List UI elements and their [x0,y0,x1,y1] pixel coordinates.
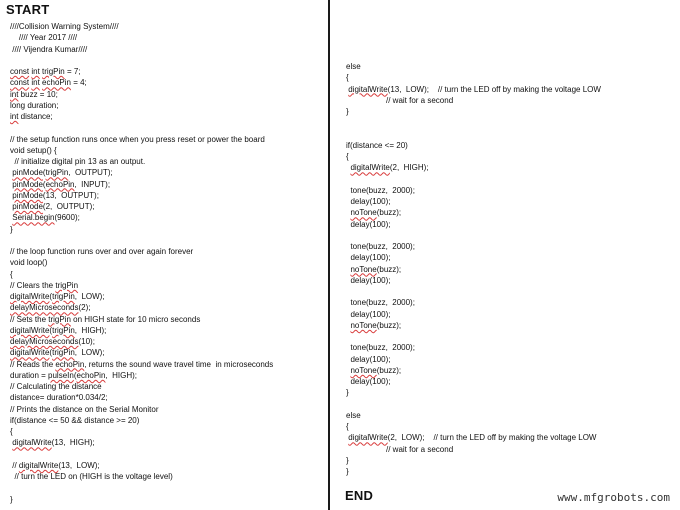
spellcheck-word: const [10,78,30,88]
code-text: if(distance <= 20) [346,140,408,150]
code-text: (2); [78,303,91,313]
column-divider [328,0,330,510]
spellcheck-word: digitalWrite [350,163,390,173]
spellcheck-word: echoPin [45,179,75,189]
spellcheck-word: noTone [350,264,377,274]
code-text: (2, HIGH); [389,163,429,173]
code-text: // Reads the [10,359,56,369]
code-line [10,415,322,426]
code-line [10,370,322,381]
spellcheck-word: pinMode [12,202,43,211]
code-text: (13, LOW); // turn the LED off by making the voltage LOW [387,84,601,94]
code-line [346,421,672,432]
code-text: ( [49,292,53,301]
code-text: tone(buzz, 2000); [346,343,415,353]
spellcheck-word: pinMode [12,168,43,178]
code-text: duration = [10,370,49,380]
code-text: (13, HIGH); [51,438,95,448]
code-line [10,269,322,280]
start-heading: START [6,2,50,17]
code-text: buzz = 10; [18,89,58,99]
code-text: // Calculating the distance [10,382,102,391]
left-code-column [10,21,322,505]
code-text: (buzz); [376,365,402,375]
code-text: (2, OUTPUT); [42,202,95,211]
code-text: (buzz); [376,320,402,330]
code-line [346,444,672,455]
code-text: // Prints the distance on the Serial Monitor [10,404,159,414]
spellcheck-word: int [31,67,40,76]
code-text: ( [49,348,53,358]
code-line [10,494,322,505]
code-line [10,404,322,415]
spellcheck-word: trigPin [52,325,75,335]
blank-line [10,449,322,460]
code-line [10,325,322,336]
code-line [10,21,322,32]
code-text: = 7; [64,67,81,76]
blank-line [346,399,672,410]
spellcheck-word: digitalWrite [12,438,52,448]
code-text: // Sets the [10,314,49,324]
blank-line [10,235,322,246]
code-line [10,32,322,43]
right-code-column [346,61,672,477]
code-line [10,77,322,88]
code-text: , returns the sound wave travel time in microseconds [84,359,274,369]
code-text: delay(100); [346,197,391,206]
code-line [346,410,672,421]
code-line [346,151,672,162]
spellcheck-word: digitalWrite [10,325,50,335]
spellcheck-word: trigPin [48,314,71,324]
code-line [10,336,322,347]
code-line [346,376,672,387]
code-line [10,134,322,145]
code-line [346,320,672,331]
spellcheck-word: trigPin [52,348,75,358]
code-text: { [10,427,13,436]
blank-line [10,482,322,493]
spellcheck-word: int [10,112,19,121]
code-text: long duration; [10,100,59,110]
code-text: } [10,224,13,234]
spellcheck-word: pinMode [12,190,43,200]
code-text: // Clears the [10,280,56,290]
code-text: ( [42,168,46,178]
code-line [10,359,322,370]
code-line [10,302,322,313]
code-line [10,100,322,111]
code-text: ( [42,179,46,189]
spellcheck-word: digitalWrite [10,292,50,301]
code-text: //// Year 2017 //// [10,33,78,43]
code-text: , INPUT); [74,179,111,189]
code-line [346,72,672,83]
code-text: (2, LOW); // turn the LED off by making the voltage LOW [387,433,597,443]
code-line [346,61,672,72]
code-line [346,387,672,398]
code-line [10,347,322,358]
code-text: ////Collision Warning System//// [10,22,119,31]
code-line [10,167,322,178]
code-text: , LOW); [74,292,105,301]
blank-line [346,129,672,140]
spellcheck-word: noTone [350,365,377,375]
code-text: } [346,455,349,465]
code-text: = 4; [70,78,87,88]
code-line [346,185,672,196]
code-line [346,196,672,207]
code-text: void loop() [10,258,48,268]
spellcheck-word: echoPin [55,359,85,369]
code-text: tone(buzz, 2000); [346,242,415,251]
code-line [10,392,322,403]
spellcheck-word: int [10,89,19,99]
code-line [10,471,322,482]
code-line [346,275,672,286]
spellcheck-word: noTone [350,320,377,330]
code-text: delay(100); [346,309,391,319]
code-line [346,365,672,376]
code-line [10,66,322,77]
code-text: , LOW); [74,348,105,358]
code-text: if(distance <= 50 && distance >= 20) [10,415,140,425]
code-line [10,89,322,100]
code-text: // the loop function runs over and over again forever [10,247,194,256]
blank-line [346,230,672,241]
code-text: //// Vijendra Kumar//// [10,44,88,54]
code-line [346,219,672,230]
spellcheck-word: digitalWrite [10,348,50,358]
code-line [346,432,672,443]
code-line [10,201,322,212]
code-line [346,309,672,320]
code-text: { [346,422,349,431]
code-line [10,145,322,156]
blank-line [346,117,672,128]
code-text: delay(100); [346,275,391,285]
code-line [346,95,672,106]
watermark: www.mfgrobots.com [557,491,670,504]
spellcheck-word: pinMode [12,179,43,189]
code-text: } [10,494,13,504]
code-text: delay(100); [346,253,391,263]
spellcheck-word: digitalWrite [18,460,59,470]
code-line [10,111,322,122]
code-line [10,212,322,223]
code-text: , HIGH); [74,325,107,335]
blank-line [346,174,672,185]
code-text: , HIGH); [105,370,137,380]
code-text: (10); [78,337,95,346]
spellcheck-word: digitalWrite [348,433,388,443]
code-text: } [346,388,349,398]
code-text: delay(100); [346,219,391,229]
code-line [10,460,322,471]
code-text: tone(buzz, 2000); [346,185,415,195]
code-text: } [346,107,349,116]
code-line [10,257,322,268]
code-text: on HIGH state for 10 micro seconds [70,314,201,324]
code-line [10,179,322,190]
code-text: // wait for a second [346,95,454,105]
code-line [10,280,322,291]
code-text: // [10,460,19,470]
code-text: distance; [18,112,53,121]
code-text: (13, LOW); [58,460,100,470]
code-line [10,314,322,325]
code-text: (buzz); [376,264,402,274]
code-line [10,426,322,437]
code-text: // wait for a second [346,444,454,454]
code-text: (buzz); [376,208,402,218]
code-line [346,84,672,95]
code-text: (13, OUTPUT); [42,190,99,200]
blank-line [10,55,322,66]
spellcheck-word: Serial.begin [12,213,55,223]
spellcheck-word: noTone [350,208,377,218]
code-text: } [346,467,349,476]
code-line [346,455,672,466]
code-line [346,264,672,275]
spellcheck-word: int [31,78,40,88]
blank-line [10,122,322,133]
code-text: { [10,269,13,279]
code-line [10,44,322,55]
code-text: // turn the LED on (HIGH is the voltage level) [10,472,173,481]
code-line [346,342,672,353]
code-text: else [346,410,361,420]
code-line [346,241,672,252]
end-heading: END [345,488,374,503]
blank-line [346,331,672,342]
spellcheck-word: delayMicroseconds [10,303,79,313]
code-text: // initialize digital pin 13 as an output. [10,157,146,166]
code-text: { [346,73,349,83]
code-text: ( [73,370,77,380]
spellcheck-word: echoPin [76,370,106,380]
spellcheck-word: pulseIn [48,370,74,380]
code-line [346,106,672,117]
code-line [346,140,672,151]
code-text: distance= duration*0.034/2; [10,393,108,403]
spellcheck-word: trigPin [52,292,75,301]
spellcheck-word: trigPin [45,168,69,178]
spellcheck-word: delayMicroseconds [10,337,79,346]
code-line [346,162,672,173]
code-text: void setup() { [10,145,57,155]
blank-line [346,286,672,297]
code-line [10,437,322,448]
code-line [346,252,672,263]
code-line [346,466,672,477]
spellcheck-word: trigPin [55,280,79,290]
code-line [10,190,322,201]
spellcheck-word: trigPin [42,67,65,76]
code-text: tone(buzz, 2000); [346,298,415,308]
code-text: delay(100); [346,354,391,364]
code-line [346,297,672,308]
code-text: else [346,62,361,71]
code-text: ( [49,325,53,335]
code-text: delay(100); [346,377,391,386]
code-text: // the setup function runs once when you press reset or power the board [10,134,265,144]
spellcheck-word: echoPin [42,78,71,88]
code-line [10,156,322,167]
code-line [10,381,322,392]
code-text: { [346,152,349,161]
code-line [346,207,672,218]
code-line [10,291,322,302]
code-text: , OUTPUT); [68,168,113,178]
spellcheck-word: digitalWrite [348,84,388,94]
code-text: (9600); [54,213,80,223]
code-line [10,246,322,257]
code-line [10,224,322,235]
code-line [346,354,672,365]
spellcheck-word: const [10,67,30,76]
